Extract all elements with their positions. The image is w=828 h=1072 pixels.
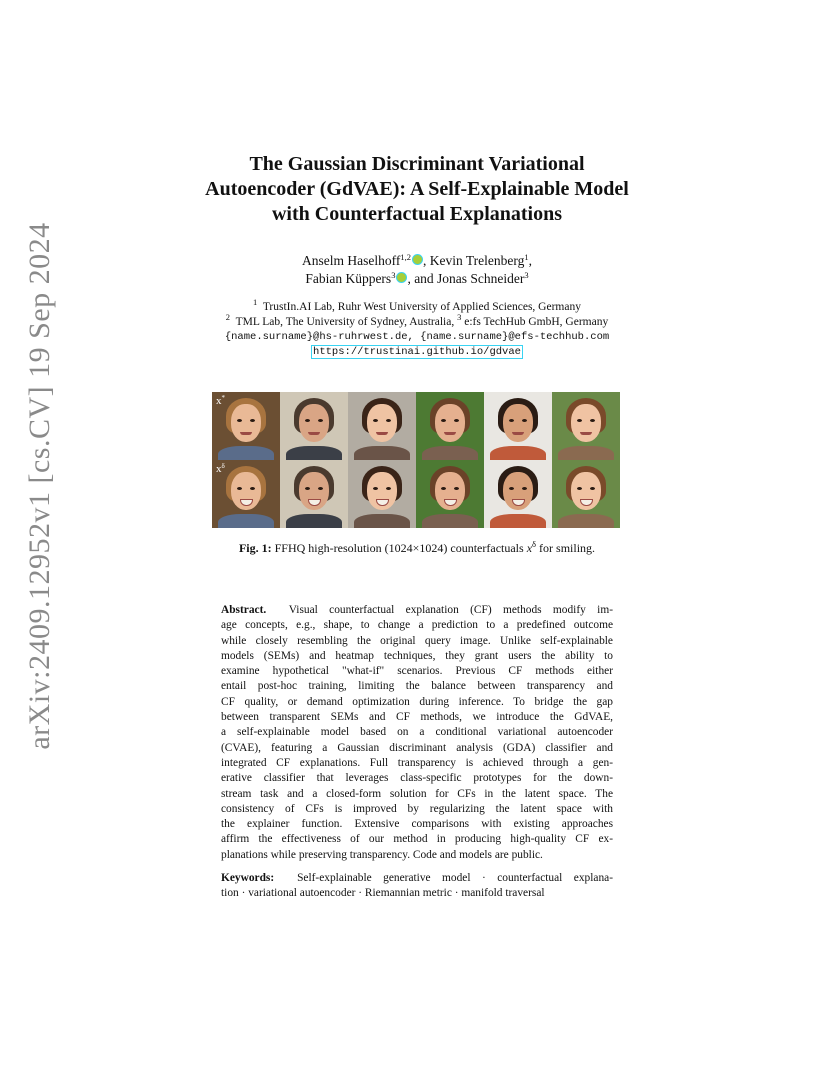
abstract-line <box>221 603 613 618</box>
abstract-line <box>221 634 613 649</box>
row-label-symbol: x <box>216 395 222 407</box>
face-eye <box>318 487 323 490</box>
caption-text: FFHQ high-resolution (1024×1024) counterfactuals <box>274 541 527 555</box>
abstract-line <box>221 832 613 847</box>
author-name: Anselm Haselhoff <box>302 253 401 268</box>
keywords-label: Keywords: <box>221 872 275 884</box>
abstract-line <box>221 618 613 633</box>
face-mouth <box>376 432 388 435</box>
abstract-text: age concepts, e.g., shape, to change a prediction to a predefined outcome <box>221 619 613 632</box>
counterfactual-face-image <box>212 460 280 528</box>
keywords-text: Self-explainable generative model · counterfactual explana- <box>297 872 613 884</box>
face-eye <box>386 419 391 422</box>
abstract-text: stream task and a closed-form solution for CFs in the latent space. The <box>221 787 613 800</box>
abstract <box>221 603 613 863</box>
counterfactual-face-image <box>484 460 552 528</box>
row-label-original <box>216 395 225 407</box>
face-shoulders <box>286 514 342 528</box>
author-name: Fabian Küppers <box>305 271 392 286</box>
face-mouth <box>444 432 456 435</box>
original-face-image <box>348 392 416 460</box>
face-eye <box>454 419 459 422</box>
face-eye <box>237 419 242 422</box>
abstract-line <box>221 802 613 817</box>
figure-caption <box>150 541 684 556</box>
face-shoulders <box>354 514 410 528</box>
row-label-superscript: * <box>221 394 225 402</box>
original-face-image <box>212 392 280 460</box>
face-eye <box>305 419 310 422</box>
face-skin <box>367 404 397 442</box>
original-face-image <box>280 392 348 460</box>
face-shoulders <box>558 446 614 460</box>
face-shoulders <box>490 446 546 460</box>
counterfactual-face-image <box>280 460 348 528</box>
face-shoulders <box>218 446 274 460</box>
face-eye <box>590 419 595 422</box>
face-eye <box>237 487 242 490</box>
face-mouth <box>580 432 592 435</box>
author-name: , Kevin Trelenberg <box>422 253 525 268</box>
counterfactual-face-image <box>416 460 484 528</box>
keywords-text: tion · variational autoencoder · Riemannian metric · manifold traversal <box>221 887 545 900</box>
affiliation-text: TrustIn.AI Lab, Ruhr West University of Applied Sciences, Germany <box>262 301 581 313</box>
abstract-line <box>221 710 613 725</box>
abstract-line <box>221 695 613 710</box>
affiliation-text: e:fs TechHub GmbH, Germany <box>464 316 609 328</box>
author-affil: 1 <box>524 252 529 262</box>
face-eye <box>305 487 310 490</box>
abstract-text: a self-explainable model based on a conditional variational autoencoder <box>221 726 613 739</box>
author-list <box>150 252 684 288</box>
abstract-text: affirm the effectiveness of our method in producing high-quality CF ex- <box>221 833 613 846</box>
face-skin <box>503 404 533 442</box>
abstract-line <box>221 741 613 756</box>
author-affil: 1,2 <box>400 252 411 262</box>
keywords-line <box>221 886 613 901</box>
abstract-text: Visual counterfactual explanation (CF) methods modify im- <box>288 604 613 616</box>
counterfactual-face-image <box>348 460 416 528</box>
abstract-label: Abstract. <box>221 604 267 616</box>
title-line-1: The Gaussian Discriminant Variational <box>249 153 585 175</box>
abstract-line <box>221 664 613 679</box>
authors-line-2 <box>150 270 684 288</box>
abstract-line <box>221 756 613 771</box>
abstract-line <box>221 787 613 802</box>
row-label-superscript: δ <box>221 462 225 470</box>
abstract-text: planations while preserving transparency. Code and models are public. <box>221 848 543 861</box>
abstract-text: (CVAE), featuring a Gaussian discriminant analysis (GDA) classifier and <box>221 741 613 754</box>
affiliations <box>150 297 684 360</box>
arxiv-stamp-text: arXiv:2409.12952v1 [cs.CV] 19 Sep 2024 <box>23 222 56 750</box>
abstract-text: between transparent SEMs and CF methods, we introduce the GdVAE, <box>221 711 613 724</box>
author-name: , and Jonas Schneider <box>407 271 525 286</box>
face-eye <box>318 419 323 422</box>
face-eye <box>522 487 527 490</box>
abstract-text: while closely resembling the original query image. Unlike self-explainable <box>221 634 613 647</box>
face-eye <box>509 419 514 422</box>
face-eye <box>441 419 446 422</box>
author-affil: 3 <box>391 270 396 280</box>
face-shoulders <box>218 514 274 528</box>
figure-label: Fig. 1: <box>238 541 272 555</box>
face-eye <box>509 487 514 490</box>
abstract-text: models (SEMs) and heatmap techniques, they grant users the ability to <box>221 649 613 662</box>
face-eye <box>577 419 582 422</box>
face-shoulders <box>422 514 478 528</box>
arxiv-stamp <box>20 0 60 1072</box>
punctuation: , <box>528 253 532 268</box>
affiliation-line-1 <box>150 297 684 315</box>
author-affil: 3 <box>524 270 529 280</box>
abstract-line <box>221 725 613 740</box>
abstract-line <box>221 817 613 832</box>
face-eye <box>454 487 459 490</box>
face-eye <box>522 419 527 422</box>
face-shoulders <box>286 446 342 460</box>
abstract-line <box>221 848 613 863</box>
row-label-symbol: x <box>216 463 222 475</box>
face-mouth <box>240 432 252 435</box>
abstract-text: consistency of CFs is improved by regularizing the latent space with <box>221 802 613 815</box>
abstract-text: integrated CF explanations. Full transparency is achieved through a gen- <box>221 756 613 769</box>
face-skin <box>435 404 465 442</box>
row-label-counterfactual <box>216 463 225 475</box>
caption-text-end: for smiling. <box>536 541 596 555</box>
figure-face-grid <box>212 392 620 528</box>
abstract-text: examine hypothetical "what-if" scenarios. Previous CF methods either <box>221 665 613 678</box>
original-face-image <box>484 392 552 460</box>
project-url-link[interactable]: https://trustinai.github.io/gdvae <box>313 346 521 358</box>
counterfactual-face-image <box>552 460 620 528</box>
face-eye <box>250 487 255 490</box>
affil-number: 2 <box>225 312 231 322</box>
affiliation-text: TML Lab, The University of Sydney, Australia, <box>235 316 455 328</box>
face-eye <box>250 419 255 422</box>
abstract-text: the explainer function. Extensive comparisons with existing approaches <box>221 818 613 831</box>
abstract-text: erative classifier that leverages class-specific prototypes for the down- <box>221 772 613 785</box>
face-shoulders <box>558 514 614 528</box>
abstract-line <box>221 649 613 664</box>
abstract-line <box>221 771 613 786</box>
face-skin <box>231 404 261 442</box>
authors-line-1 <box>150 252 684 270</box>
face-shoulders <box>354 446 410 460</box>
paper-title <box>150 152 684 227</box>
keywords <box>221 871 613 902</box>
orcid-icon[interactable] <box>396 272 407 283</box>
abstract-line <box>221 679 613 694</box>
orcid-icon[interactable] <box>412 254 423 265</box>
abstract-text: entail post-hoc training, limiting the balance between transparency and <box>221 680 613 693</box>
face-mouth <box>512 432 524 435</box>
face-skin <box>571 404 601 442</box>
face-mouth <box>308 432 320 435</box>
affiliation-line-2 <box>150 312 684 330</box>
face-eye <box>441 487 446 490</box>
author-emails: {name.surname}@hs-ruhrwest.de, {name.surname}@efs-techhub.com <box>224 331 610 343</box>
keywords-line <box>221 871 613 886</box>
title-line-3: with Counterfactual Explanations <box>271 203 563 225</box>
face-skin <box>299 404 329 442</box>
caption-math: x <box>526 541 533 555</box>
face-shoulders <box>490 514 546 528</box>
face-eye <box>590 487 595 490</box>
affil-number: 1 <box>253 297 258 307</box>
face-eye <box>373 419 378 422</box>
original-face-image <box>552 392 620 460</box>
face-eye <box>373 487 378 490</box>
affil-number: 3 <box>457 312 462 322</box>
face-eye <box>386 487 391 490</box>
face-shoulders <box>422 446 478 460</box>
title-line-2: Autoencoder (GdVAE): A Self-Explainable Model <box>205 178 629 200</box>
face-eye <box>577 487 582 490</box>
caption-math-sup: δ <box>532 539 537 549</box>
original-face-image <box>416 392 484 460</box>
abstract-text: CF quality, or demand optimization during inference. To bridge the gap <box>221 695 613 708</box>
